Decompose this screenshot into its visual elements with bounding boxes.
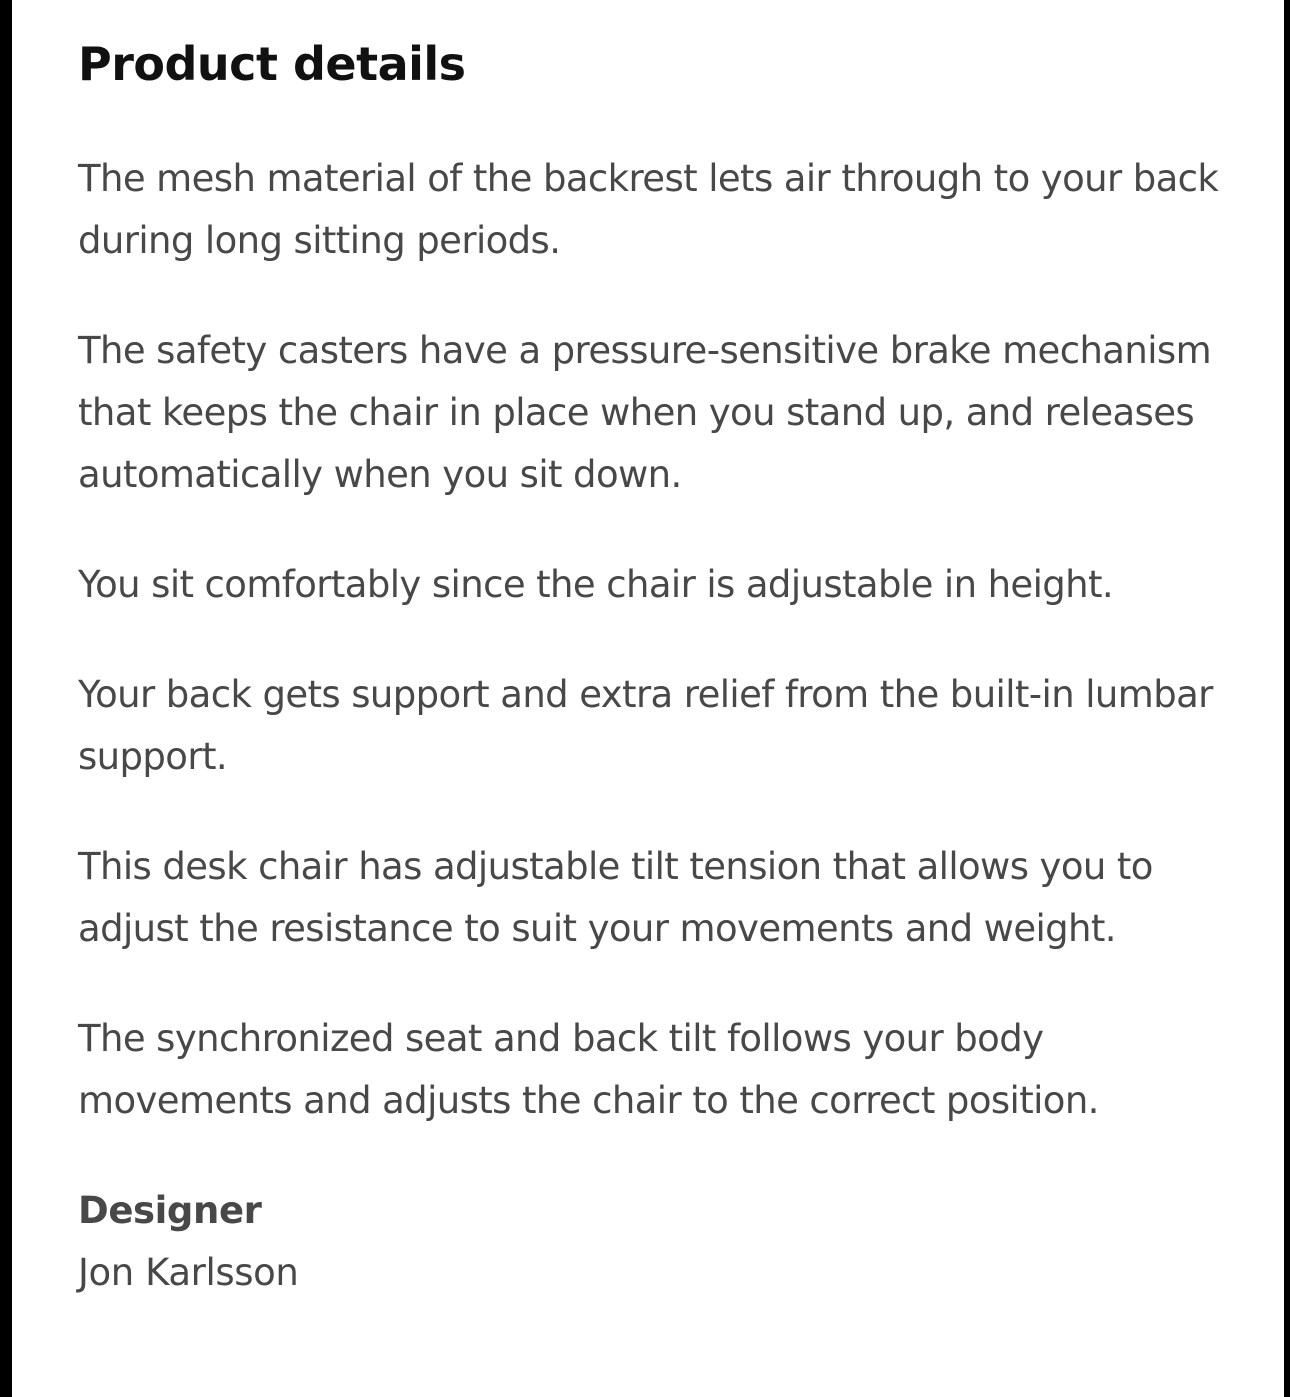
detail-paragraph-tilt-tension: This desk chair has adjustable tilt tension that allows you to adjust the resistance to suit your movements and weight. (78, 845, 1153, 950)
detail-paragraph-lumbar: Your back gets support and extra relief from the built-in lumbar support. (78, 673, 1213, 778)
detail-paragraph-height: You sit comfortably since the chair is adjustable in height. (78, 563, 1114, 606)
product-details-title: Product details (78, 37, 466, 91)
product-details-panel (12, 0, 1284, 1397)
designer-name: Jon Karlsson (78, 1251, 299, 1294)
detail-paragraph-mesh: The mesh material of the backrest lets air through to your back during long sitting periods. (78, 157, 1219, 262)
product-details-content (78, 32, 1228, 1304)
designer-label: Designer (78, 1189, 262, 1232)
detail-paragraph-synchronized-tilt: The synchronized seat and back tilt follows your body movements and adjusts the chair to the correct position. (78, 1017, 1099, 1122)
detail-paragraph-casters: The safety casters have a pressure-sensitive brake mechanism that keeps the chair in place when you stand up, and releases automatically when you sit down. (78, 329, 1212, 496)
